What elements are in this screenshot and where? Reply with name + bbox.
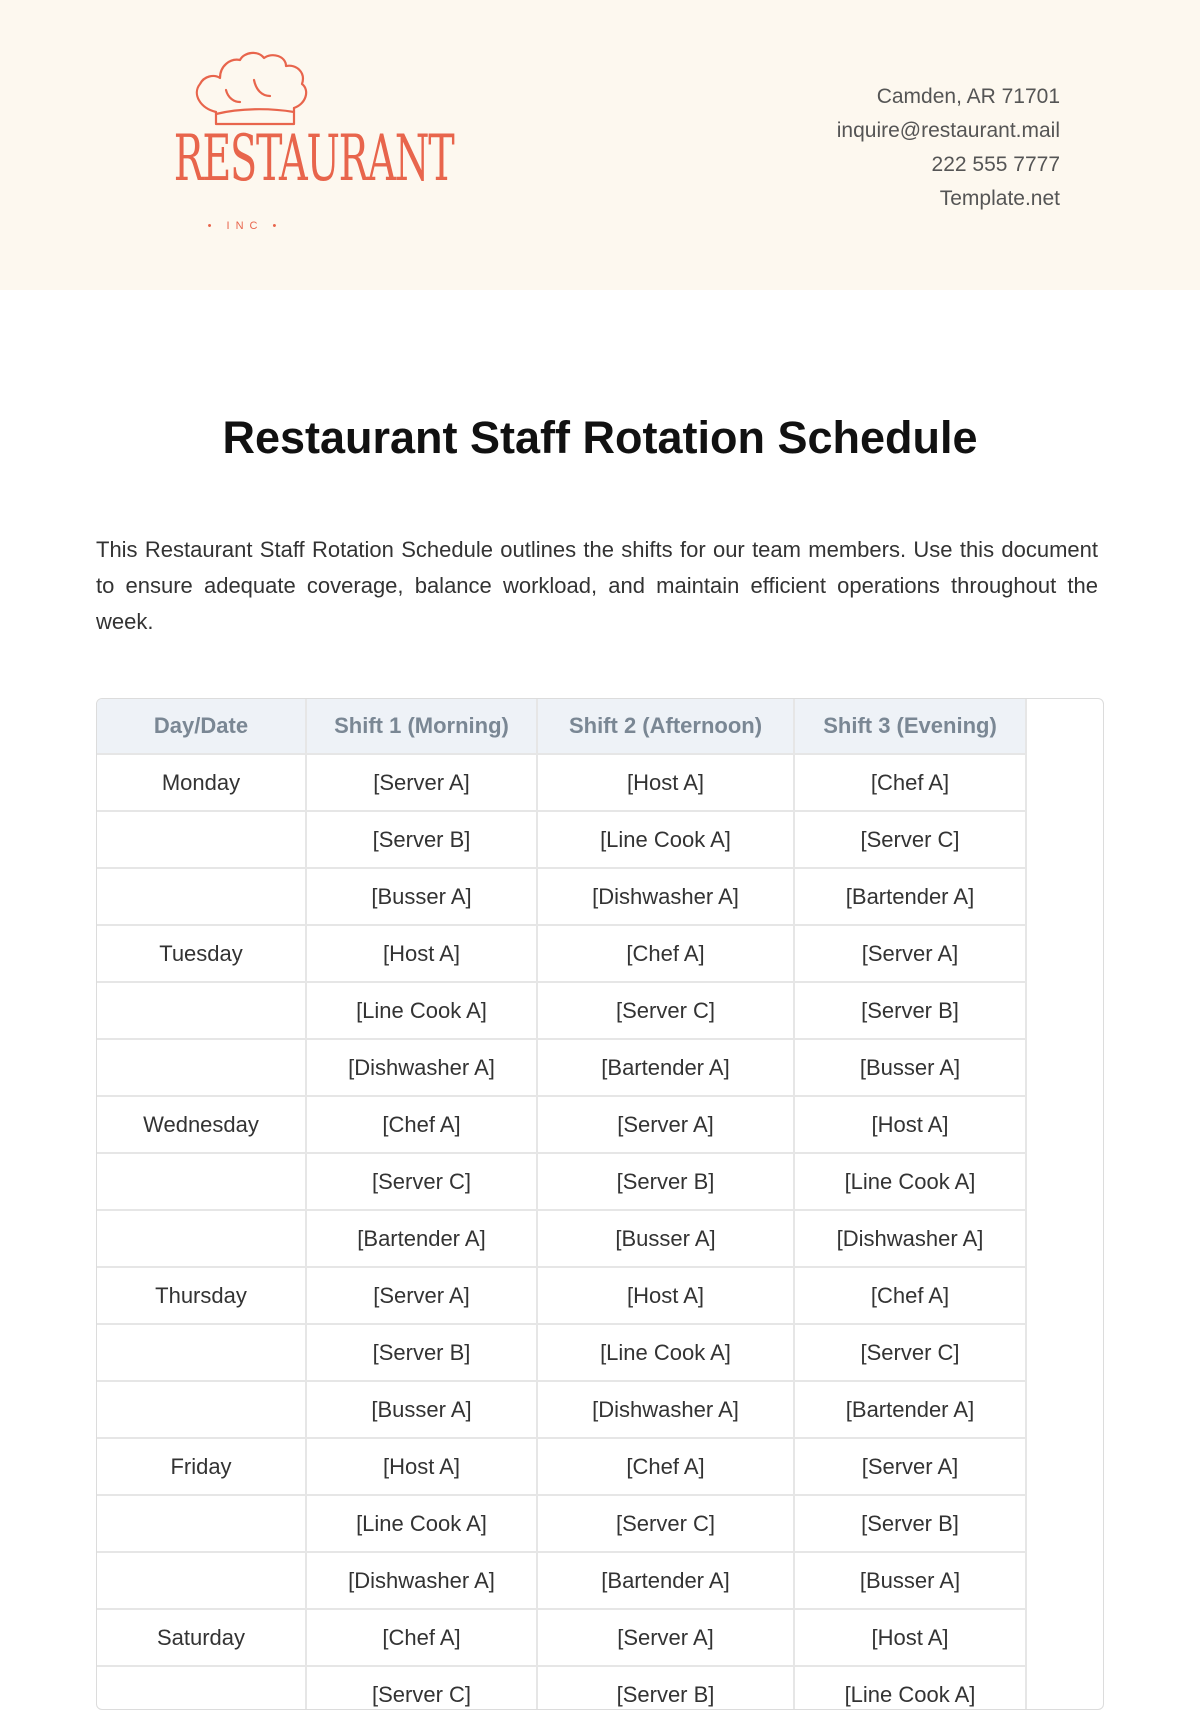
shift3-cell: [Server C] bbox=[794, 1324, 1026, 1381]
shift2-cell: [Host A] bbox=[537, 754, 794, 811]
shift3-cell: [Host A] bbox=[794, 1609, 1026, 1666]
day-cell bbox=[97, 1210, 306, 1267]
day-cell bbox=[97, 1324, 306, 1381]
shift2-cell: [Server B] bbox=[537, 1666, 794, 1710]
schedule-table bbox=[97, 699, 1027, 1710]
table-row bbox=[97, 1096, 1026, 1153]
table-row bbox=[97, 1552, 1026, 1609]
shift2-cell: [Server A] bbox=[537, 1096, 794, 1153]
shift1-cell: [Dishwasher A] bbox=[306, 1552, 537, 1609]
shift1-cell: [Bartender A] bbox=[306, 1210, 537, 1267]
table-row bbox=[97, 1039, 1026, 1096]
shift1-cell: [Server A] bbox=[306, 1267, 537, 1324]
shift3-cell: [Busser A] bbox=[794, 1552, 1026, 1609]
table-row bbox=[97, 1666, 1026, 1710]
shift3-cell: [Server A] bbox=[794, 1438, 1026, 1495]
shift1-cell: [Chef A] bbox=[306, 1096, 537, 1153]
contact-address: Camden, AR 71701 bbox=[876, 85, 1060, 108]
shift3-cell: [Chef A] bbox=[794, 754, 1026, 811]
shift1-cell: [Busser A] bbox=[306, 868, 537, 925]
day-cell: Monday bbox=[97, 754, 306, 811]
shift2-cell: [Server B] bbox=[537, 1153, 794, 1210]
contact-website[interactable]: Template.net bbox=[939, 187, 1060, 210]
shift2-cell: [Host A] bbox=[537, 1267, 794, 1324]
day-cell bbox=[97, 1666, 306, 1710]
shift2-cell: [Bartender A] bbox=[537, 1039, 794, 1096]
shift1-cell: [Host A] bbox=[306, 925, 537, 982]
shift2-cell: [Server C] bbox=[537, 1495, 794, 1552]
logo-wordmark: RESTAURANT bbox=[173, 122, 454, 196]
day-cell bbox=[97, 1039, 306, 1096]
shift3-cell: [Server B] bbox=[794, 982, 1026, 1039]
day-cell bbox=[97, 1495, 306, 1552]
table-row bbox=[97, 1210, 1026, 1267]
shift2-cell: [Dishwasher A] bbox=[537, 868, 794, 925]
shift3-cell: [Server B] bbox=[794, 1495, 1026, 1552]
day-cell: Friday bbox=[97, 1438, 306, 1495]
column-header-day: Day/Date bbox=[97, 699, 306, 754]
day-cell bbox=[97, 1552, 306, 1609]
contact-email[interactable]: inquire@restaurant.mail bbox=[836, 119, 1060, 142]
column-header-shift2: Shift 2 (Afternoon) bbox=[537, 699, 794, 754]
shift2-cell: [Bartender A] bbox=[537, 1552, 794, 1609]
shift1-cell: [Line Cook A] bbox=[306, 1495, 537, 1552]
day-cell bbox=[97, 868, 306, 925]
contact-phone: 222 555 7777 bbox=[931, 153, 1060, 176]
shift1-cell: [Server B] bbox=[306, 811, 537, 868]
shift2-cell: [Dishwasher A] bbox=[537, 1381, 794, 1438]
shift2-cell: [Chef A] bbox=[537, 1438, 794, 1495]
column-header-shift3: Shift 3 (Evening) bbox=[794, 699, 1026, 754]
page-title: Restaurant Staff Rotation Schedule bbox=[222, 412, 978, 463]
day-cell: Tuesday bbox=[97, 925, 306, 982]
table-row bbox=[97, 754, 1026, 811]
column-header-shift1: Shift 1 (Morning) bbox=[306, 699, 537, 754]
day-cell bbox=[97, 811, 306, 868]
logo-subtitle: • INC • bbox=[207, 220, 283, 232]
day-cell bbox=[97, 1153, 306, 1210]
table-row bbox=[97, 1495, 1026, 1552]
table-row bbox=[97, 1381, 1026, 1438]
day-cell: Thursday bbox=[97, 1267, 306, 1324]
table-row bbox=[97, 1609, 1026, 1666]
shift3-cell: [Line Cook A] bbox=[794, 1153, 1026, 1210]
shift2-cell: [Chef A] bbox=[537, 925, 794, 982]
shift1-cell: [Server C] bbox=[306, 1666, 537, 1710]
table-row bbox=[97, 982, 1026, 1039]
shift1-cell: [Server B] bbox=[306, 1324, 537, 1381]
shift3-cell: [Bartender A] bbox=[794, 868, 1026, 925]
table-row bbox=[97, 1153, 1026, 1210]
shift2-cell: [Line Cook A] bbox=[537, 811, 794, 868]
table-row bbox=[97, 811, 1026, 868]
shift2-cell: [Busser A] bbox=[537, 1210, 794, 1267]
shift1-cell: [Line Cook A] bbox=[306, 982, 537, 1039]
shift3-cell: [Host A] bbox=[794, 1096, 1026, 1153]
day-cell bbox=[97, 1381, 306, 1438]
shift3-cell: [Server A] bbox=[794, 925, 1026, 982]
day-cell: Saturday bbox=[97, 1609, 306, 1666]
shift3-cell: [Dishwasher A] bbox=[794, 1210, 1026, 1267]
contact-block bbox=[837, 80, 1060, 216]
chef-hat-icon bbox=[130, 50, 360, 130]
table-row bbox=[97, 925, 1026, 982]
shift1-cell: [Dishwasher A] bbox=[306, 1039, 537, 1096]
shift3-cell: [Server C] bbox=[794, 811, 1026, 868]
intro-paragraph: This Restaurant Staff Rotation Schedule outlines the shifts for our team members. Use this document to ensure adequate coverage, balance workload, and maintain efficient operations throughout the week. bbox=[96, 537, 1098, 634]
shift1-cell: [Busser A] bbox=[306, 1381, 537, 1438]
table-header-row bbox=[97, 699, 1026, 754]
table-row bbox=[97, 1438, 1026, 1495]
table-row bbox=[97, 1324, 1026, 1381]
shift1-cell: [Server C] bbox=[306, 1153, 537, 1210]
shift1-cell: [Server A] bbox=[306, 754, 537, 811]
day-cell: Wednesday bbox=[97, 1096, 306, 1153]
shift1-cell: [Host A] bbox=[306, 1438, 537, 1495]
day-cell bbox=[97, 982, 306, 1039]
shift2-cell: [Server C] bbox=[537, 982, 794, 1039]
table-row bbox=[97, 868, 1026, 925]
table-body bbox=[97, 754, 1026, 1710]
restaurant-logo bbox=[130, 50, 454, 240]
table-row bbox=[97, 1267, 1026, 1324]
shift3-cell: [Busser A] bbox=[794, 1039, 1026, 1096]
shift3-cell: [Chef A] bbox=[794, 1267, 1026, 1324]
shift3-cell: [Line Cook A] bbox=[794, 1666, 1026, 1710]
schedule-table-container bbox=[96, 698, 1104, 1710]
shift1-cell: [Chef A] bbox=[306, 1609, 537, 1666]
shift2-cell: [Server A] bbox=[537, 1609, 794, 1666]
shift3-cell: [Bartender A] bbox=[794, 1381, 1026, 1438]
letterhead bbox=[0, 0, 1200, 290]
shift2-cell: [Line Cook A] bbox=[537, 1324, 794, 1381]
